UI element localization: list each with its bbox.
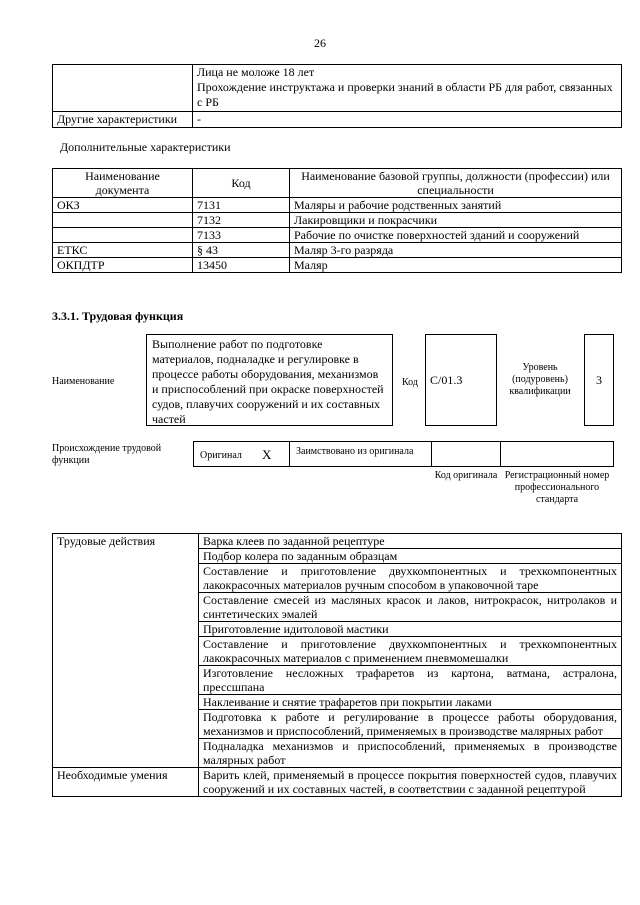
labor-action-item: Составление и приготовление двухкомпонентных и трехкомпонентных лакокрасочных материалов с применением пневмомешалки: [199, 637, 622, 666]
row-code: 13450: [193, 258, 290, 273]
original-mark: X: [262, 447, 272, 462]
labor-action-item: Подбор колера по заданным образцам: [199, 549, 622, 564]
row-doc: [53, 228, 193, 243]
row-name: Маляр: [290, 258, 622, 273]
header-name: Наименование базовой группы, должности (профессии) или специальности: [290, 169, 622, 198]
skills-label: Необходимые умения: [53, 768, 199, 797]
original-code-box: [431, 441, 501, 467]
row-code: 7131: [193, 198, 290, 213]
level-value-box: [584, 334, 614, 426]
level-value: 3: [596, 373, 602, 387]
page-number: 26: [314, 36, 326, 50]
labor-action-item: Составление и приготовление двухкомпонентных и трехкомпонентных лакокрасочных материалов ручным способом в упаковочной таре: [199, 564, 622, 593]
table-row: [53, 258, 622, 273]
original-label: Оригинал: [200, 450, 242, 461]
additional-characteristics-table: [52, 168, 622, 273]
row-name: Лакировщики и покрасчики: [290, 213, 622, 228]
row-name: Рабочие по очистке поверхностей зданий и сооружений: [290, 228, 622, 243]
code-caption: Код оригинала: [434, 470, 498, 481]
other-characteristics-value: -: [193, 112, 622, 128]
table-row: [53, 243, 622, 258]
registration-caption: Регистрационный номер профессионального стандарта: [504, 470, 610, 505]
function-name-text: Выполнение работ по подготовке материалов, подналадке и регулировке в процессе работы оборудования, механизмов и приспособлений при окраске поверхностей судов, плавучих сооружений и их составных частей: [152, 337, 384, 426]
header-code: Код: [193, 169, 290, 198]
additional-characteristics-heading: Дополнительные характеристики: [60, 140, 231, 154]
section-title: 3.3.1. Трудовая функция: [52, 309, 184, 323]
code-label: Код: [402, 377, 418, 388]
requirement-age: Лица не моложе 18 лет: [197, 65, 315, 79]
row-name: Маляр 3-го разряда: [290, 243, 622, 258]
name-label: Наименование: [52, 376, 115, 387]
function-name-box: [146, 334, 393, 426]
code-value-box: [425, 334, 497, 426]
top-characteristics-table: [52, 64, 622, 128]
labor-action-item: Подготовка к работе и регулирование в процессе работы оборудования, механизмов и приспособлений, применяемых в производстве малярных работ: [199, 710, 622, 739]
requirement-briefing: Прохождение инструктажа и проверки знаний в области РБ для работ, связанных с РБ: [197, 80, 613, 109]
table-row: [53, 768, 622, 797]
row-name: Маляры и рабочие родственных занятий: [290, 198, 622, 213]
labor-action-item: Изготовление несложных трафаретов из картона, ватмана, астралона, прессшпана: [199, 666, 622, 695]
row-code: § 43: [193, 243, 290, 258]
row-code: 7132: [193, 213, 290, 228]
labor-actions-table: [52, 533, 622, 797]
labor-action-item: Подналадка механизмов и приспособлений, применяемых в производстве малярных работ: [199, 739, 622, 768]
empty-label-cell: [53, 65, 193, 112]
table-row: [53, 213, 622, 228]
labor-action-item: Наклеивание и снятие трафаретов при покрытии лаками: [199, 695, 622, 710]
registration-number-box: [500, 441, 614, 467]
labor-action-item: Приготовление идитоловой мастики: [199, 622, 622, 637]
row-doc: ОКПДТР: [53, 258, 193, 273]
requirements-cell: [193, 65, 622, 112]
row-doc: ЕТКС: [53, 243, 193, 258]
header-document: Наименование документа: [53, 169, 193, 198]
table-row: [53, 534, 622, 549]
other-characteristics-label: Другие характеристики: [53, 112, 193, 128]
original-box: [193, 441, 290, 467]
level-label: Уровень (подуровень) квалификации: [509, 362, 571, 397]
row-doc: ОКЗ: [53, 198, 193, 213]
row-code: 7133: [193, 228, 290, 243]
labor-action-item: Варка клеев по заданной рецептуре: [199, 534, 622, 549]
table-row: [53, 198, 622, 213]
row-doc: [53, 213, 193, 228]
skill-item: Варить клей, применяемый в процессе покрытия поверхностей судов, плавучих сооружений и их составных частей, в соответствии с заданной рецептурой: [199, 768, 622, 797]
table-row: [53, 228, 622, 243]
origin-label: Происхождение трудовой функции: [52, 443, 162, 466]
labor-action-item: Составление смесей из масляных красок и лаков, нитрокрасок, нитролаков и синтетических эмалей: [199, 593, 622, 622]
borrowed-box: [289, 441, 432, 467]
borrowed-label: Заимствовано из оригинала: [296, 446, 414, 457]
code-value: C/01.3: [430, 373, 463, 387]
labor-actions-label: Трудовые действия: [53, 534, 199, 768]
